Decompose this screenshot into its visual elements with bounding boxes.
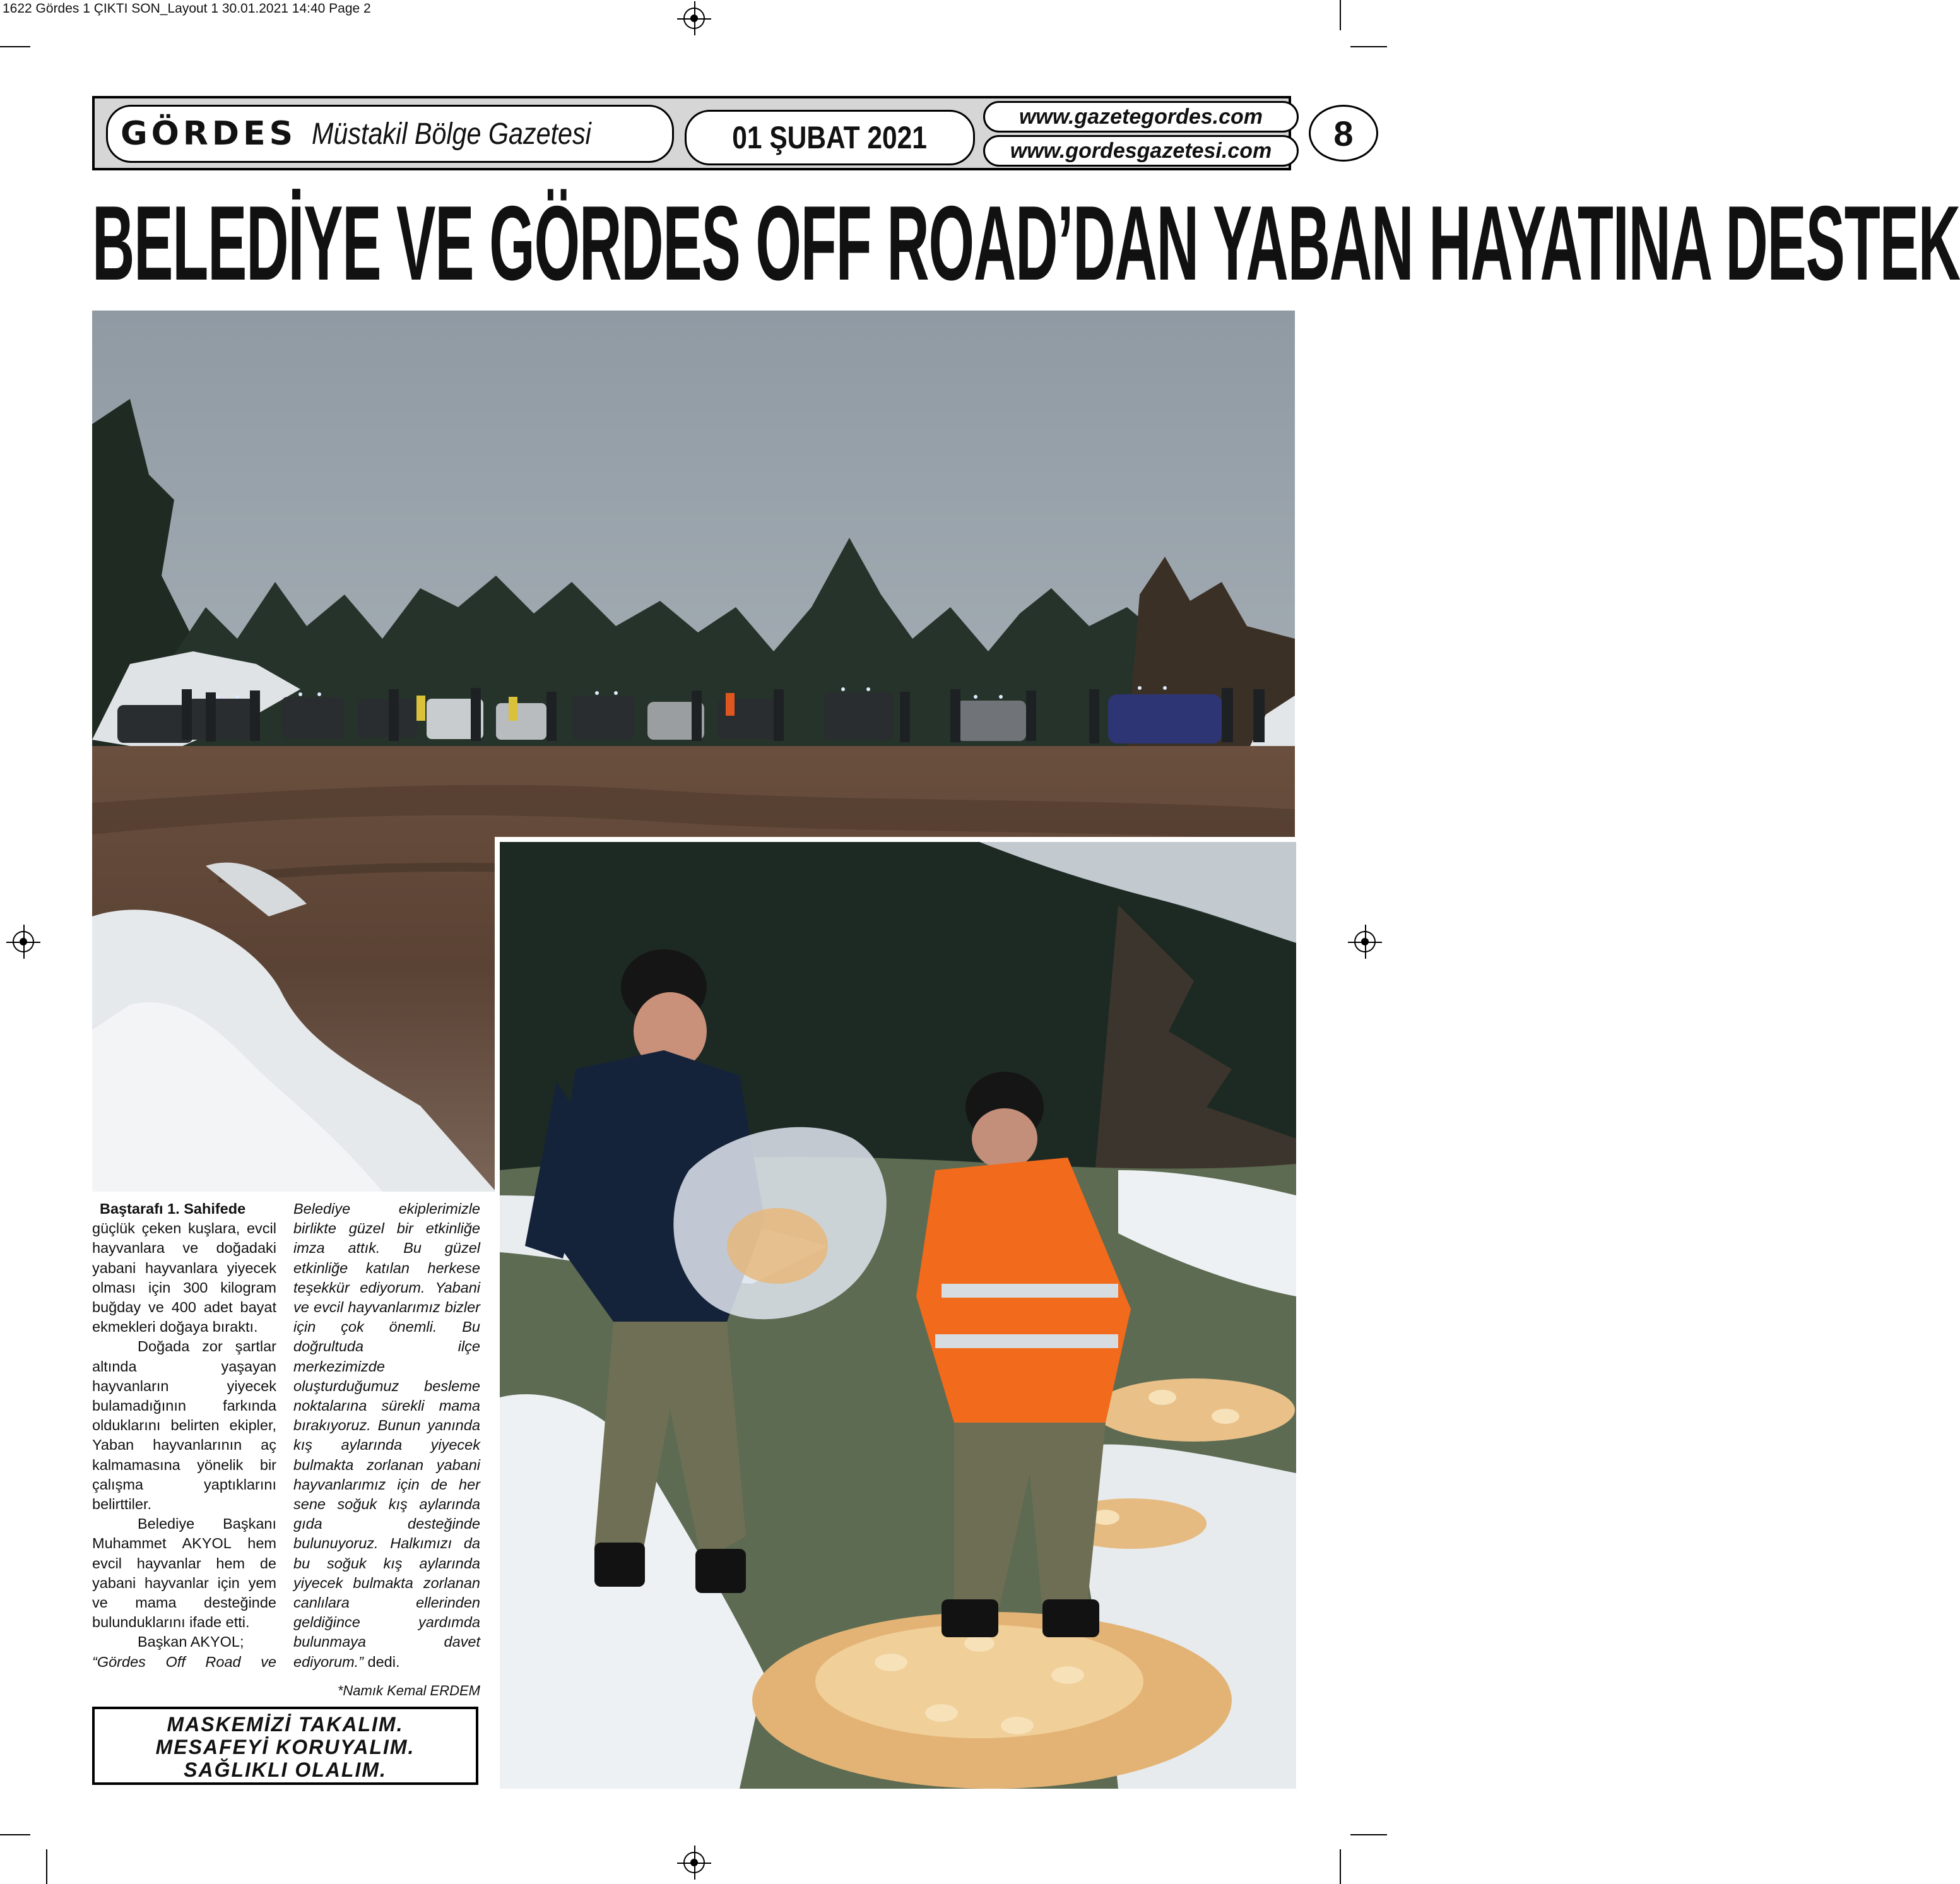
page-number: 8	[1309, 105, 1378, 162]
registration-mark-icon	[13, 931, 34, 952]
notice-line: MESAFEYİ KORUYALIM.	[155, 1736, 415, 1758]
notice-line: SAĞLIKLI OLALIM.	[184, 1758, 387, 1781]
registration-mark-icon	[1354, 931, 1376, 952]
crop-mark	[46, 1849, 47, 1884]
brand-pill	[106, 105, 674, 163]
masthead	[92, 96, 1354, 170]
article-column-1	[92, 1199, 276, 1672]
crop-mark	[1340, 0, 1341, 30]
crop-mark	[1350, 1834, 1387, 1835]
notice-line: MASKEMİZİ TAKALIM.	[167, 1713, 404, 1736]
brand-subtitle: Müstakil Bölge Gazetesi	[312, 117, 591, 151]
registration-mark-icon	[683, 1852, 705, 1873]
crop-mark	[0, 46, 30, 47]
issue-date: 01 ŞUBAT 2021	[685, 110, 975, 165]
article-paragraph: Belediye Başkanı Muhammet AKYOL hem evcil hayvanlar hem de yabani hayvanlar için yem ve mama desteğinde bulunduklarını ifade etti.	[92, 1515, 276, 1631]
crop-mark	[1340, 1849, 1341, 1884]
headline: BELEDİYE VE GÖRDES OFF ROAD’DAN YABAN HAYATINA DESTEK	[92, 184, 1960, 302]
article-paragraph: Başkan AKYOL;	[138, 1633, 244, 1650]
continuation-lead: Baştarafı 1. Sahifede	[100, 1200, 246, 1217]
crop-mark	[0, 1834, 30, 1835]
article-paragraph: Doğada zor şartlar altında yaşayan hayvanların yiyecek bulamadığının farkında olduklarını belirten ekipler, Yaban hayvanlarının aç kalmamasına yönelik bir çalışma yaptıklarını belirttiler.	[92, 1338, 276, 1513]
article-paragraph: güçlük çeken kuşlara, evcil hayvanlara ve doğadaki yabani hayvanlara yiyecek olması için 300 kilogram buğday ve 400 adet bayat ekmekleri doğaya bıraktı.	[92, 1220, 276, 1336]
bread-feeding-photo	[495, 837, 1301, 1794]
article-paragraph: “Gördes Off Road ve	[92, 1653, 276, 1670]
brand-name: GÖRDES	[121, 115, 297, 153]
crop-mark	[1350, 46, 1387, 47]
byline: *Namık Kemal ERDEM	[337, 1683, 480, 1698]
quote-ending: dedi.	[363, 1653, 400, 1670]
website-url-alt[interactable]: www.gordesgazetesi.com	[983, 135, 1299, 167]
health-notice-box	[92, 1707, 478, 1785]
article-column-2	[293, 1199, 480, 1672]
registration-mark-icon	[683, 8, 705, 29]
website-url[interactable]: www.gazetegordes.com	[983, 101, 1299, 133]
mayor-quote: Belediye ekiplerimizle birlikte güzel bir etkinliğe imza attık. Bu güzel etkinliğe katılan herkese teşekkür ediyorum. Yabani ve evcil hayvanlarımız bizler için çok önemli. Bu doğrultuda ilçe merkezimizde oluşturduğumuz besleme noktalarına sürekli mama bırakıyoruz. Bunun yanında kış aylarında yiyecek bulmakta zorlanan yabani hayvanlarımız için de her sene soğuk kış aylarında gıda desteğinde bulunuyoruz. Halkımızı da bu soğuk kış aylarında yiyecek bulmakta zorlanan canlılara ellerinden geldiğince yardımda bulunmaya davet ediyorum.”	[293, 1200, 480, 1670]
print-slug: 1622 Gördes 1 ÇIKTI SON_Layout 1 30.01.2021 14:40 Page 2	[3, 1, 371, 16]
